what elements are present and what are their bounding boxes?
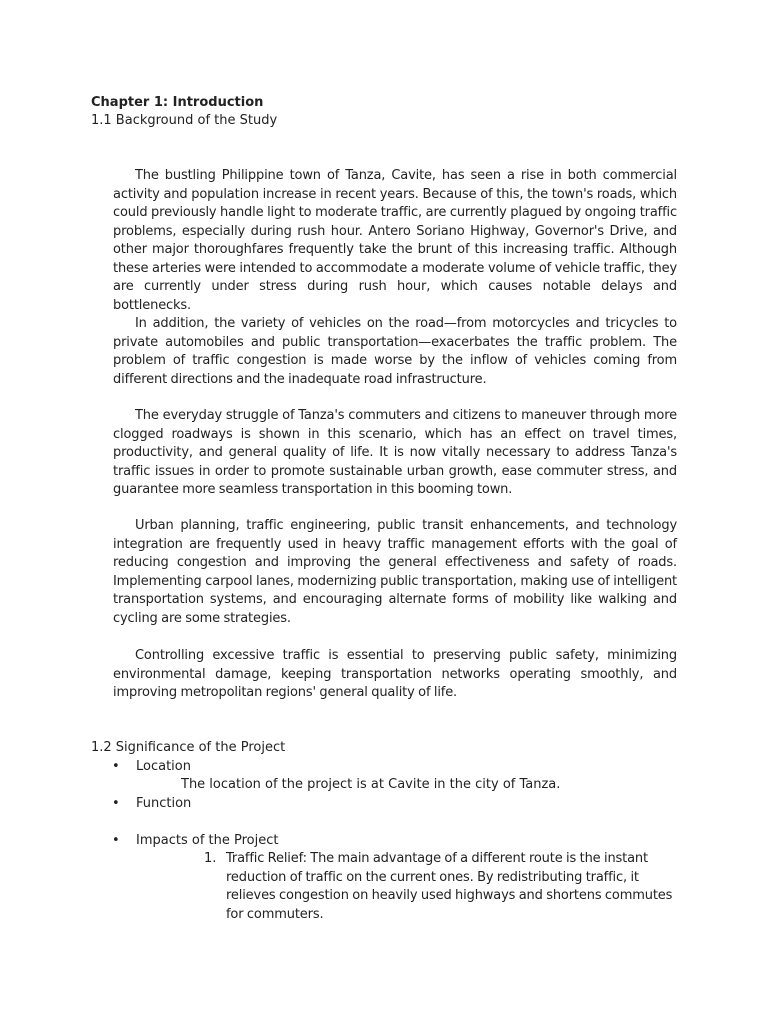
impact-item-1-text: Traffic Relief: The main advantage of a different route is the instant reduction of traffic on the current ones. By redistributing traffic, it relieves congestion on heavily used highways and shortens commutes for commuters. [226, 851, 673, 922]
bullet-location-label: Location [136, 759, 191, 774]
bullet-function-label: Function [136, 796, 192, 811]
background-paragraph-1: The bustling Philippine town of Tanza, Cavite, has seen a rise in both commercial activity and population increase in recent years. Because of this, the town's roads, which could previously handle light to moderate traffic, are currently plagued by ongoing traffic problems, especially during rush hour. Antero Soriano Highway, Governor's Drive, and other major thoroughfares frequently take the brunt of this increasing traffic. Although these arteries were intended to accommodate a moderate volume of vehicle traffic, they are currently under stress during rush hour, which causes notable delays and bottlenecks. [113, 168, 677, 313]
background-paragraph-4: Urban planning, traffic engineering, public transit enhancements, and technology integration are frequently used in heavy traffic management efforts with the goal of reducing congestion and improving the general effectiveness and safety of roads. Implementing carpool lanes, modernizing public transportation, making use of intelligent transportation systems, and encouraging alternate forms of mobility like walking and cycling are some strategies. [113, 518, 677, 626]
bullet-location-marker: • [112, 759, 120, 774]
location-detail: The location of the project is at Cavite in the city of Tanza. [181, 777, 561, 792]
background-paragraph-3: The everyday struggle of Tanza's commuters and citizens to maneuver through more clogged roadways is shown in this scenario, which has an effect on travel times, productivity, and general quality of life. It is now vitally necessary to address Tanza's traffic issues in order to promote sustainable urban growth, ease commuter stress, and guarantee more seamless transportation in this booming town. [113, 408, 677, 497]
bullet-impacts-label: Impacts of the Project [136, 833, 279, 848]
bullet-impacts-marker: • [112, 833, 120, 848]
chapter-title: Chapter 1: Introduction [91, 95, 264, 110]
impact-item-1-number: 1. [204, 851, 217, 866]
background-paragraph-5: Controlling excessive traffic is essential to preserving public safety, minimizing environmental damage, keeping transportation networks operating smoothly, and improving metropolitan regions' general quality of life. [113, 648, 677, 700]
bullet-function-marker: • [112, 796, 120, 811]
section-heading-background: 1.1 Background of the Study [91, 113, 278, 128]
background-paragraph-2: In addition, the variety of vehicles on the road—from motorcycles and tricycles to private automobiles and public transportation—exacerbates the traffic problem. The problem of traffic congestion is made worse by the inflow of vehicles coming from different directions and the inadequate road infrastructure. [113, 316, 677, 387]
section-heading-significance: 1.2 Significance of the Project [91, 740, 286, 755]
